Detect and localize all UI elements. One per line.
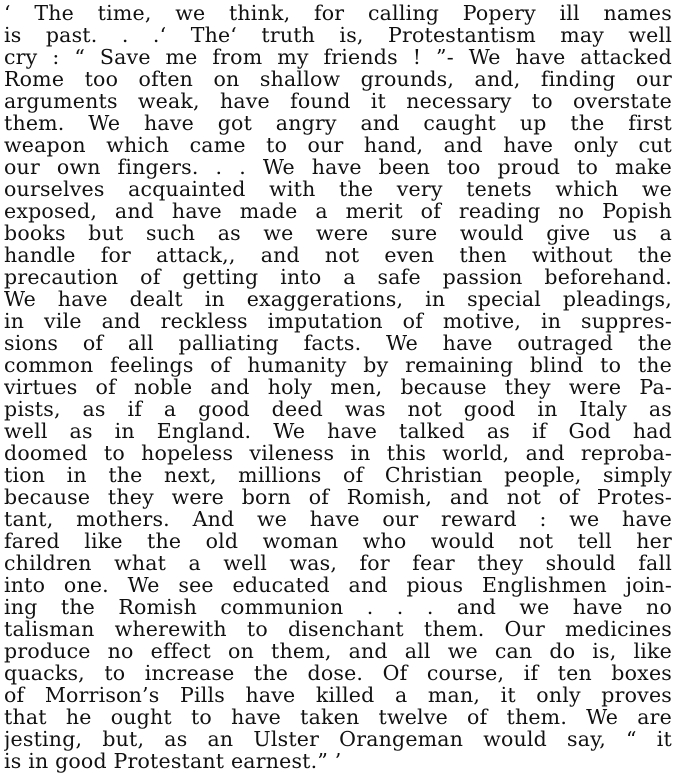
text-line: jesting, but, as an Ulster Orangeman would say, “ it xyxy=(4,727,672,751)
text-line: of Morrison’s Pills have killed a man, it only proves xyxy=(4,683,672,707)
text-line: because they were born of Romish, and not of Protes- xyxy=(4,485,672,509)
text-line: doomed to hopeless vileness in this world, and reproba- xyxy=(4,441,672,465)
text-line: well as in England. We have talked as if God had xyxy=(4,419,672,443)
text-line: Rome too often on shallow grounds, and, finding our xyxy=(4,67,672,91)
text-line: fared like the old woman who would not tell her xyxy=(4,529,672,553)
text-line: talisman wherewith to disenchant them. Our medicines xyxy=(4,617,672,641)
text-line: ing the Romish communion . . . and we have no xyxy=(4,595,672,619)
text-line: handle for attack,, and not even then without the xyxy=(4,243,672,267)
text-line: our own fingers. . . We have been too proud to make xyxy=(4,155,672,179)
text-line: them. We have got angry and caught up the first xyxy=(4,111,672,135)
text-line: into one. We see educated and pious Englishmen join- xyxy=(4,573,672,597)
newspaper-clipping xyxy=(4,0,672,773)
text-line: produce no effect on them, and all we can do is, like xyxy=(4,639,672,663)
text-line: sions of all palliating facts. We have outraged the xyxy=(4,331,672,355)
text-line: precaution of getting into a safe passion beforehand. xyxy=(4,265,672,289)
text-line: quacks, to increase the dose. Of course, if ten boxes xyxy=(4,661,672,685)
text-line: pists, as if a good deed was not good in Italy as xyxy=(4,397,672,421)
text-line: tant, mothers. And we have our reward : we have xyxy=(4,507,672,531)
text-line: that he ought to have taken twelve of them. We are xyxy=(4,705,672,729)
text-line: We have dealt in exaggerations, in special pleadings, xyxy=(4,287,672,311)
text-line: weapon which came to our hand, and have only cut xyxy=(4,133,672,157)
text-line: virtues of noble and holy men, because they were Pa- xyxy=(4,375,672,399)
text-line: common feelings of humanity by remaining blind to the xyxy=(4,353,672,377)
text-line: ourselves acquainted with the very tenets which we xyxy=(4,177,672,201)
text-line: children what a well was, for fear they should fall xyxy=(4,551,672,575)
text-line: arguments weak, have found it necessary to overstate xyxy=(4,89,672,113)
text-line: books but such as we were sure would give us a xyxy=(4,221,672,245)
text-line: ‘ The time, we think, for calling Popery ill names xyxy=(4,1,672,25)
text-line: is past. . .‘ The‘ truth is, Protestantism may well xyxy=(4,23,672,47)
text-line: cry : “ Save me from my friends ! ”- We have attacked xyxy=(4,45,672,69)
text-line: in vile and reckless imputation of motive, in suppres- xyxy=(4,309,672,333)
text-line: exposed, and have made a merit of reading no Popish xyxy=(4,199,672,223)
text-line: is in good Protestant earnest.” ’ xyxy=(4,749,342,773)
text-line: tion in the next, millions of Christian people, simply xyxy=(4,463,672,487)
